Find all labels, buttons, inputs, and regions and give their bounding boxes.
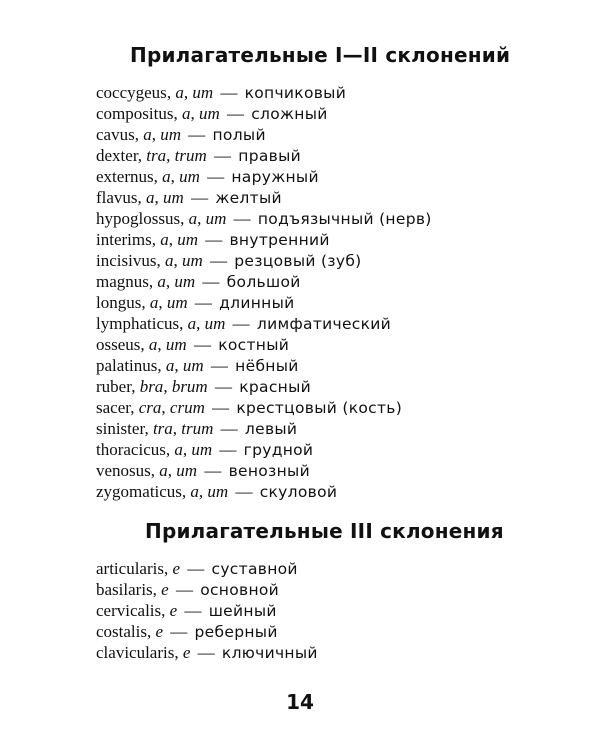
- gender-ending: a: [148, 335, 158, 354]
- gender-ending: um: [181, 251, 203, 270]
- russian-translation: подъязычный (нерв): [257, 210, 432, 228]
- latin-word: coccygeus: [96, 83, 167, 102]
- latin-word: incisivus: [96, 251, 157, 270]
- russian-translation: ключичный: [221, 644, 318, 662]
- gender-ending: um: [191, 440, 213, 459]
- gender-ending: um: [204, 314, 226, 333]
- latin-word: longus: [96, 293, 142, 312]
- gender-ending: um: [205, 209, 227, 228]
- gender-ending: um: [177, 230, 198, 249]
- russian-translation: костный: [218, 336, 290, 354]
- gender-ending: a: [165, 356, 175, 375]
- gender-ending: a: [175, 83, 184, 102]
- gender-ending: crum: [169, 398, 205, 417]
- section-heading-declension-3: Прилагательные III склонения: [145, 519, 504, 543]
- russian-translation: большой: [226, 273, 301, 291]
- gender-ending: cra: [138, 398, 162, 417]
- gender-ending: bra: [139, 377, 164, 396]
- russian-translation: скуловой: [259, 483, 338, 501]
- latin-word: thoracicus: [96, 440, 166, 459]
- russian-translation: венозный: [228, 462, 310, 480]
- list-item: articularis, e — суставной: [96, 559, 298, 578]
- gender-ending: a: [181, 104, 191, 123]
- list-item: cavus, a, um — полый: [96, 125, 266, 144]
- list-item: palatinus, a, um — нёбный: [96, 356, 299, 375]
- list-item: lymphaticus, a, um — лимфатический: [96, 314, 392, 333]
- latin-word: zygomaticus: [96, 482, 182, 501]
- latin-word: osseus: [96, 335, 141, 354]
- latin-word: venosus: [96, 461, 151, 480]
- page-number: 14: [286, 690, 314, 714]
- latin-word: sacer: [96, 398, 131, 417]
- gender-ending: trum: [174, 146, 207, 165]
- latin-word: hypoglossus: [96, 209, 181, 228]
- gender-ending: e: [155, 622, 164, 641]
- list-item: incisivus, a, um — резцовый (зуб): [96, 251, 362, 270]
- gender-ending: a: [187, 314, 197, 333]
- latin-word: magnus: [96, 272, 149, 291]
- gender-ending: um: [176, 461, 198, 480]
- gender-ending: a: [143, 125, 152, 144]
- russian-translation: копчиковый: [244, 84, 347, 102]
- list-item: zygomaticus, a, um — скуловой: [96, 482, 338, 501]
- russian-translation: резцовый (зуб): [234, 252, 362, 270]
- gender-ending: um: [166, 293, 188, 312]
- gender-ending: a: [188, 209, 198, 228]
- list-item: magnus, a, um — большой: [96, 272, 301, 291]
- list-item: venosus, a, um — венозный: [96, 461, 310, 480]
- russian-translation: грудной: [243, 441, 314, 459]
- gender-ending: a: [190, 482, 199, 501]
- gender-ending: a: [149, 293, 159, 312]
- gender-ending: e: [172, 559, 181, 578]
- gender-ending: tra: [146, 146, 167, 165]
- gender-ending: e: [169, 601, 178, 620]
- latin-word: basilaris: [96, 580, 153, 599]
- latin-word: clavicularis: [96, 643, 175, 662]
- russian-translation: суставной: [211, 560, 298, 578]
- gender-ending: a: [159, 461, 168, 480]
- latin-word: sinister: [96, 419, 145, 438]
- latin-word: ruber: [96, 377, 132, 396]
- adjective-list-declension-1-2: [96, 82, 432, 502]
- latin-word: palatinus: [96, 356, 158, 375]
- gender-ending: um: [207, 482, 229, 501]
- gender-ending: um: [198, 104, 220, 123]
- russian-translation: лимфатический: [256, 315, 392, 333]
- gender-ending: e: [161, 580, 169, 599]
- gender-ending: um: [182, 356, 204, 375]
- russian-translation: правый: [238, 147, 301, 165]
- russian-translation: шейный: [208, 602, 277, 620]
- list-item: ruber, bra, brum — красный: [96, 377, 311, 396]
- russian-translation: реберный: [194, 623, 278, 641]
- gender-ending: um: [165, 335, 187, 354]
- latin-word: externus: [96, 167, 154, 186]
- adjective-list-declension-3: [96, 558, 318, 663]
- russian-translation: левый: [244, 420, 298, 438]
- list-item: coccygeus, a, um — копчиковый: [96, 83, 347, 102]
- gender-ending: um: [179, 167, 200, 186]
- latin-word: articularis: [96, 559, 164, 578]
- russian-translation: длинный: [219, 294, 295, 312]
- latin-word: costalis: [96, 622, 147, 641]
- list-item: osseus, a, um — костный: [96, 335, 290, 354]
- latin-word: lymphaticus: [96, 314, 180, 333]
- russian-translation: нёбный: [235, 357, 299, 375]
- latin-word: interims: [96, 230, 152, 249]
- section-heading-declension-1-2: Прилагательные I—II склонений: [130, 43, 511, 67]
- russian-translation: внутренний: [229, 231, 330, 249]
- gender-ending: a: [162, 167, 171, 186]
- list-item: cervicalis, e — шейный: [96, 601, 277, 620]
- list-item: dexter, tra, trum — правый: [96, 146, 301, 165]
- gender-ending: trum: [181, 419, 214, 438]
- gender-ending: e: [182, 643, 191, 662]
- latin-word: compositus: [96, 104, 174, 123]
- gender-ending: a: [160, 230, 169, 249]
- list-item: compositus, a, um — сложный: [96, 104, 328, 123]
- latin-word: flavus: [96, 188, 138, 207]
- gender-ending: um: [174, 272, 196, 291]
- gender-ending: um: [192, 83, 214, 102]
- russian-translation: сложный: [251, 105, 328, 123]
- list-item: sinister, tra, trum — левый: [96, 419, 298, 438]
- list-item: sacer, cra, crum — крестцовый (кость): [96, 398, 403, 417]
- latin-word: cervicalis: [96, 601, 162, 620]
- russian-translation: основной: [200, 581, 280, 599]
- gender-ending: brum: [171, 377, 208, 396]
- russian-translation: наружный: [231, 168, 319, 186]
- list-item: clavicularis, e — ключичный: [96, 643, 318, 662]
- latin-word: cavus: [96, 125, 135, 144]
- russian-translation: красный: [239, 378, 311, 396]
- list-item: basilaris, e — основной: [96, 580, 280, 599]
- gender-ending: a: [174, 440, 183, 459]
- list-item: externus, a, um — наружный: [96, 167, 319, 186]
- gender-ending: um: [163, 188, 184, 207]
- list-item: longus, a, um — длинный: [96, 293, 295, 312]
- gender-ending: um: [160, 125, 181, 144]
- list-item: interims, a, um — внутренний: [96, 230, 330, 249]
- russian-translation: крестцовый (кость): [236, 399, 403, 417]
- list-item: thoracicus, a, um — грудной: [96, 440, 314, 459]
- list-item: flavus, a, um — желтый: [96, 188, 282, 207]
- russian-translation: полый: [212, 126, 266, 144]
- russian-translation: желтый: [215, 189, 282, 207]
- list-item: hypoglossus, a, um — подъязычный (нерв): [96, 209, 432, 228]
- latin-word: dexter: [96, 146, 138, 165]
- gender-ending: a: [164, 251, 174, 270]
- gender-ending: tra: [152, 419, 173, 438]
- list-item: costalis, e — реберный: [96, 622, 278, 641]
- gender-ending: a: [157, 272, 166, 291]
- gender-ending: a: [146, 188, 155, 207]
